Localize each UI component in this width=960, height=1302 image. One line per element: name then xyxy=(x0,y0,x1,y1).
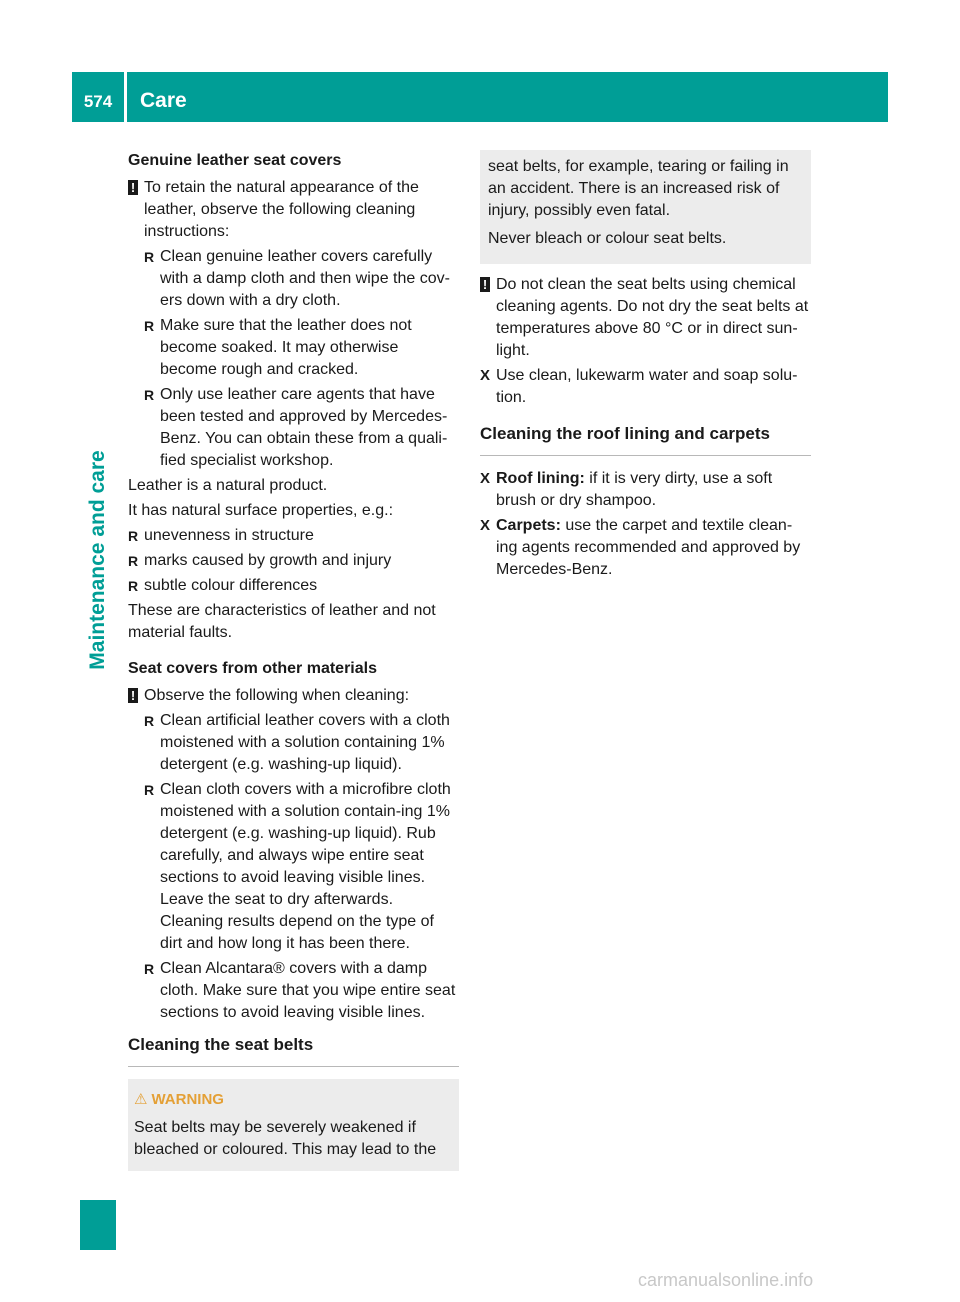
warning-header xyxy=(134,1089,453,1111)
list-item xyxy=(128,575,459,597)
list-item xyxy=(128,315,459,381)
note-icon: ! xyxy=(128,180,138,195)
note-icon: ! xyxy=(128,688,138,703)
side-tab xyxy=(80,435,116,685)
header-divider xyxy=(124,72,127,122)
step-icon: X xyxy=(480,470,491,487)
other-materials-title: Seat covers from other materials xyxy=(128,660,377,677)
bullet-icon: R xyxy=(144,387,155,403)
step-text: use the carpet and textile clean-ing agents recommended and approved by Mercedes-Benz. xyxy=(496,517,801,578)
list-item-text: Only use leather care agents that have been tested and approved by Mercedes-Benz. You can obtain these from a quali-fied specialist workshop. xyxy=(160,386,448,469)
list-item xyxy=(128,779,459,955)
bullet-icon: R xyxy=(128,528,139,544)
list-item-text: Clean genuine leather covers carefully with a damp cloth and then wipe the cov-ers down with a dry cloth. xyxy=(160,248,450,309)
leather-note xyxy=(128,177,459,243)
step-text: Use clean, lukewarm water and soap solu-tion. xyxy=(496,367,798,406)
warning-box-continued xyxy=(480,150,811,264)
roof-carpets-heading: Cleaning the roof lining and carpets xyxy=(480,423,811,456)
bullet-icon: R xyxy=(144,782,155,798)
list-item xyxy=(128,550,459,572)
paragraph: It has natural surface properties, e.g.: xyxy=(128,502,394,519)
step-icon: X xyxy=(480,367,491,384)
bullet-icon: R xyxy=(144,713,155,729)
warning-box xyxy=(128,1079,459,1171)
warning-label: WARNING xyxy=(151,1091,224,1108)
paragraph: These are characteristics of leather and not material faults. xyxy=(128,602,436,641)
step-text: if it is very dirty, use a soft brush or dry shampoo. xyxy=(496,470,773,509)
bullet-icon: R xyxy=(144,249,155,265)
list-item-text: Make sure that the leather does not become soaked. It may otherwise become rough and cracked. xyxy=(160,317,412,378)
step-item xyxy=(480,515,811,581)
seat-belt-note xyxy=(480,274,811,362)
properties-list xyxy=(128,525,459,597)
list-item-text: Clean Alcantara® covers with a damp cloth. Make sure that you wipe entire seat sections to avoid leaving visible lines. xyxy=(160,960,456,1021)
list-item-text: marks caused by growth and injury xyxy=(144,552,392,569)
note-text: Observe the following when cleaning: xyxy=(144,687,410,704)
step-label: Carpets: xyxy=(496,517,561,534)
list-item xyxy=(128,384,459,472)
list-item xyxy=(128,958,459,1024)
header-bar xyxy=(72,72,888,122)
leather-bullets xyxy=(128,246,459,472)
watermark: carmanualsonline.info xyxy=(638,1270,814,1290)
chapter-title: Care xyxy=(140,89,187,112)
list-item xyxy=(128,710,459,776)
left-column xyxy=(128,150,459,1171)
other-materials-note xyxy=(128,685,459,707)
bullet-icon: R xyxy=(128,578,139,594)
list-item-text: Clean artificial leather covers with a cloth moistened with a solution containing 1% detergent (e.g. washing-up liquid). xyxy=(160,712,450,773)
step-icon: X xyxy=(480,517,491,534)
page-number: 574 xyxy=(83,92,113,111)
warning-text: Never bleach or colour seat belts. xyxy=(488,230,727,247)
seat-belts-heading: Cleaning the seat belts xyxy=(128,1034,459,1067)
list-item-text: Clean cloth covers with a microfibre cloth moistened with a solution contain-ing 1% detergent (e.g. washing-up liquid). Rub carefully, and always wipe entire seat sections to avoid leaving visible lines. Leave the seat to dry afterwards. Cleaning results depend on the type of dirt and how long it has been there. xyxy=(160,781,451,952)
side-marker xyxy=(80,1200,116,1250)
step-item xyxy=(480,365,811,409)
bullet-icon: R xyxy=(144,318,155,334)
warning-text: seat belts, for example, tearing or failing in an accident. There is an increased risk of injury, possibly even fatal. xyxy=(488,158,789,219)
warning-text: Seat belts may be severely weakened if bleached or coloured. This may lead to the xyxy=(134,1119,437,1158)
note-icon: ! xyxy=(480,277,490,292)
list-item-text: subtle colour differences xyxy=(144,577,318,594)
paragraph: Leather is a natural product. xyxy=(128,477,328,494)
step-label: Roof lining: xyxy=(496,470,585,487)
list-item xyxy=(128,246,459,312)
note-text: To retain the natural appearance of the leather, observe the following cleaning instructions: xyxy=(144,179,419,240)
list-item xyxy=(128,525,459,547)
bullet-icon: R xyxy=(128,553,139,569)
note-text: Do not clean the seat belts using chemical cleaning agents. Do not dry the seat belts at temperatures above 80 °C or in direct sun-light. xyxy=(496,276,809,359)
step-item xyxy=(480,468,811,512)
leather-title: Genuine leather seat covers xyxy=(128,152,342,169)
side-tab-label: Maintenance and care xyxy=(86,450,109,670)
list-item-text: unevenness in structure xyxy=(144,527,314,544)
bullet-icon: R xyxy=(144,961,155,977)
other-materials-bullets xyxy=(128,710,459,1024)
right-column xyxy=(480,150,811,584)
warning-icon: ⚠ xyxy=(134,1091,148,1108)
